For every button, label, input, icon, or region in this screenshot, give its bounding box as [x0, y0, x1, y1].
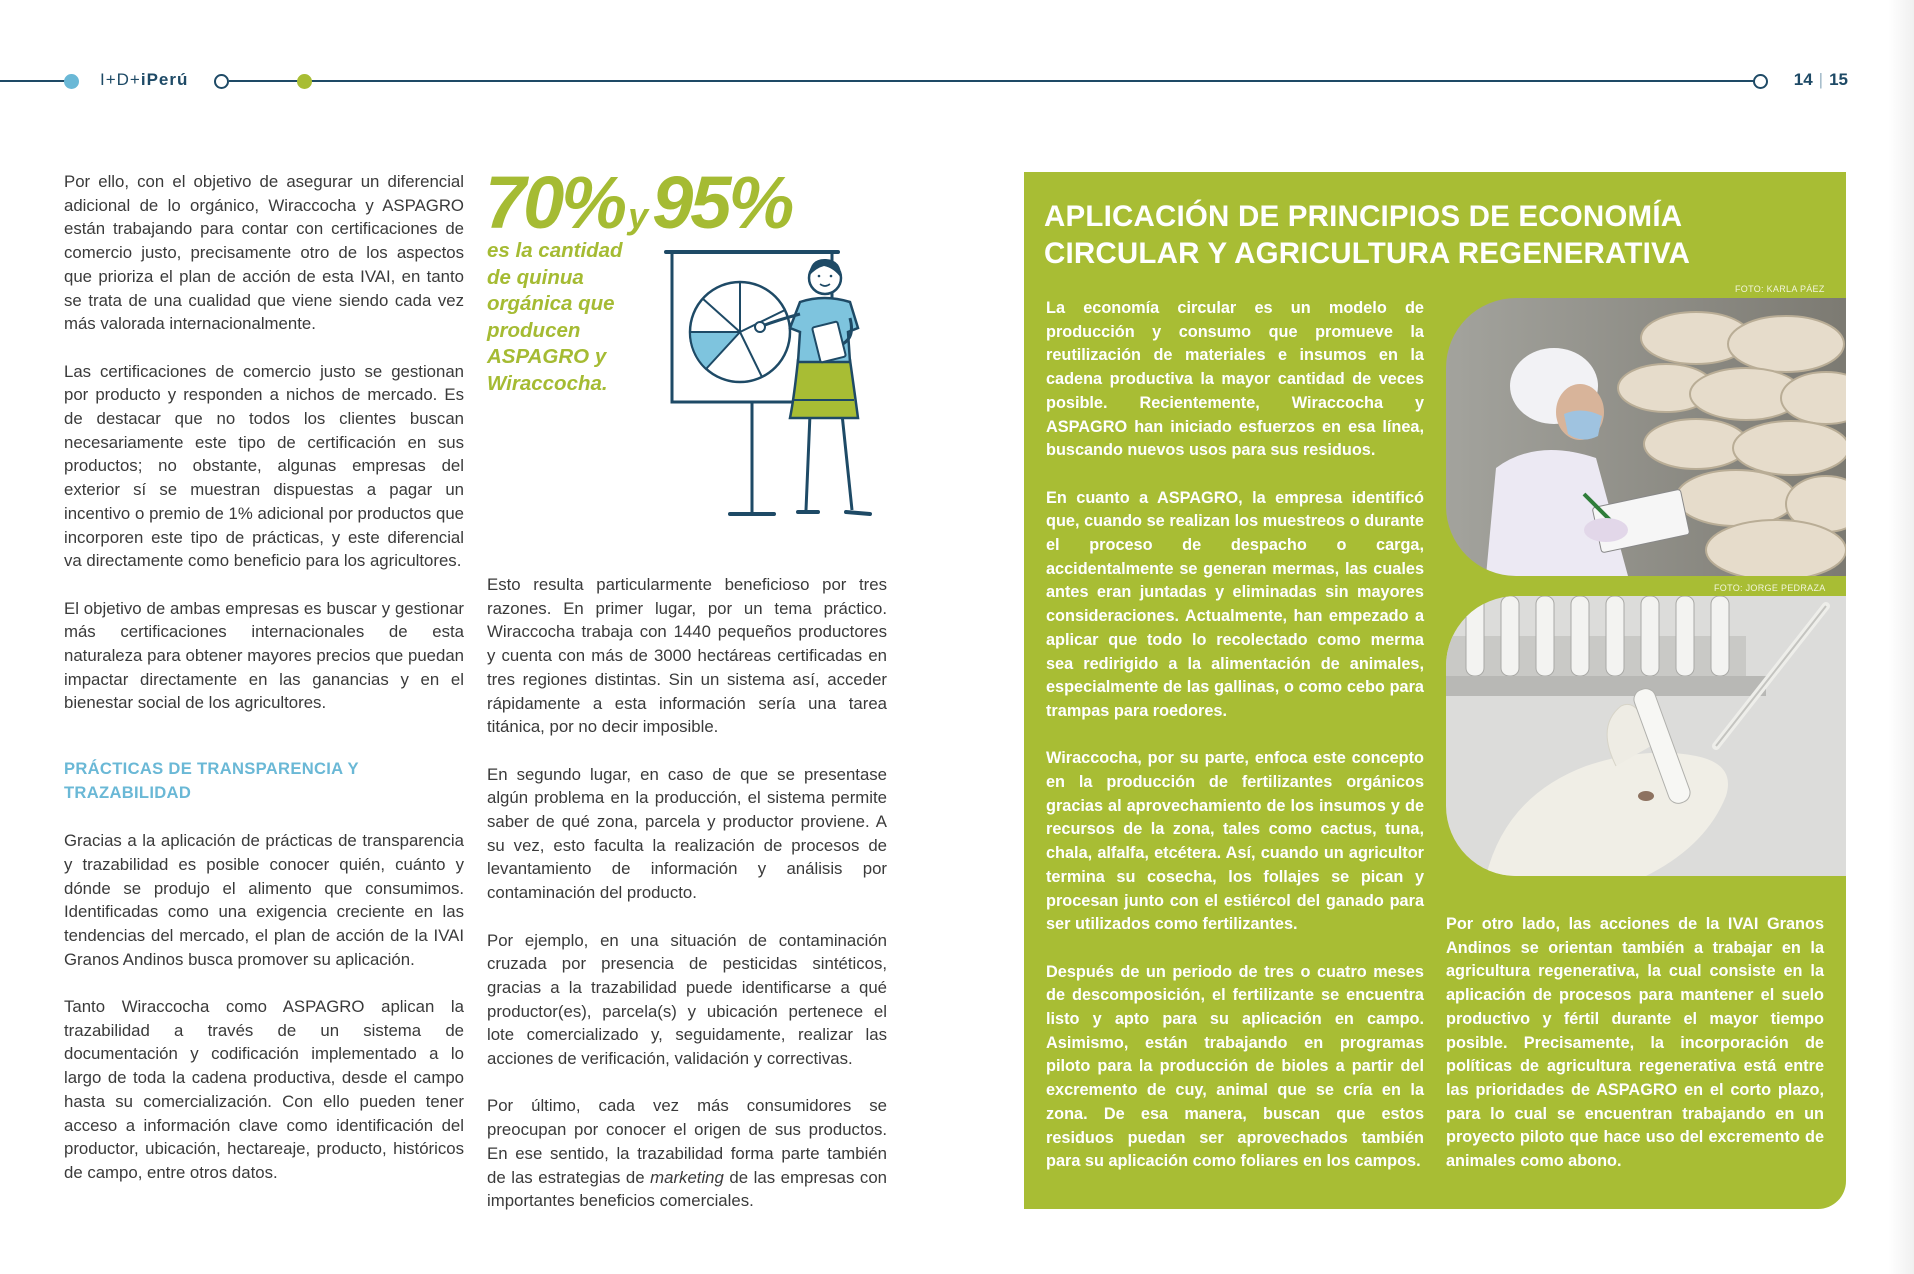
photo-lab-worker: [1446, 298, 1846, 576]
emphasis-marketing: marketing: [650, 1167, 724, 1187]
header-dot-green: [297, 74, 312, 89]
page-numbers: [1794, 70, 1848, 90]
panel-title: APLICACIÓN DE PRINCIPIOS DE ECONOMÍA CIRCULAR Y AGRICULTURA REGENERATIVA: [1044, 200, 1691, 270]
panel-text-column-right: [1446, 913, 1824, 1197]
brand-prefix: I+D+: [100, 70, 141, 89]
page-separator: |: [1818, 70, 1824, 89]
paragraph: Por ello, con el objetivo de asegurar un diferencial adicional de lo orgánico, Wiraccocha y ASPAGRO están trabajando para contar con certificaciones de comercio justo, precisamente otro de los aspectos que prioriza el plan de acción de esta IVAI, en tanto se trata de una cualidad que viene siendo cada vez más valorada internacionalmente.: [64, 172, 464, 334]
paragraph: En segundo lugar, en caso de que se presentase algún problema en la producción, el sistema permite saber de qué zona, parcela y productor proviene. A su vez, esto faculta la realización de procesos de levantamiento de información y análisis por contaminación del producto.: [487, 764, 887, 903]
photo-test-tube: [1446, 596, 1846, 876]
section-subheading: PRÁCTICAS DE TRANSPARENCIA Y TRAZABILIDAD: [64, 759, 359, 803]
paragraph: Las certificaciones de comercio justo se gestionan por producto y responden a nichos de mercado. Es de destacar que no todos los clientes buscan necesariamente este tipo de certificación en sus productos; no obstante, algunas empresas del exterior sí se muestran dispuestas a pagar un incentivo o premio de 1% adicional por productos que incorporen este tipo de prácticas, y este diferencial va directamente como beneficio para los agricultores.: [64, 361, 464, 571]
header-dot-blue: [64, 74, 79, 89]
stat-value-70: 70%: [485, 161, 625, 244]
page-number-left: 14: [1793, 70, 1813, 89]
paragraph: Por otro lado, las acciones de la IVAI Granos Andinos se orientan también a trabajar en la agricultura regenerativa, la cual consiste en la aplicación de procesos para mantener el suelo productivo y fértil durante el mayor tiempo posible. Precisamente, la incorporación de políticas de agricultura regenerativa está entre las prioridades de ASPAGRO en el corto plazo, para lo cual se encuentran trabajando en un proyecto piloto que hace uso del excremento de animales como abono.: [1446, 915, 1824, 1171]
paragraph: Gracias a la aplicación de prácticas de transparencia y trazabilidad es posible conocer quién, cuánto y dónde se produjo el alimento que consumimos. Identificadas como una exigencia creciente en las tendencias del mercado, el plan de acción de la IVAI Granos Andinos busca promover su aplicación.: [64, 831, 464, 969]
page-number-right: 15: [1829, 70, 1848, 89]
left-text-column: [64, 170, 464, 1208]
middle-text-column: [487, 573, 887, 1237]
header-rule-main: [229, 80, 1754, 82]
header-ring-left: [214, 74, 229, 89]
panel-text-column-left: [1046, 297, 1424, 1198]
photo-credit-2: FOTO: JORGE PEDRAZA: [1714, 583, 1826, 593]
publication-brand: [100, 70, 188, 90]
person-skirt: [790, 360, 858, 418]
photo-credit-1: FOTO: KARLA PÁEZ: [1735, 284, 1825, 294]
stat-value-95: 95%: [652, 161, 792, 244]
paragraph: El objetivo de ambas empresas es buscar y gestionar más certificaciones internacionales de esta naturaleza para obtener mayores precios que puedan impactar directamente en las ganancias y en el bienestar social de los agricultores.: [64, 598, 464, 713]
paragraph: La economía circular es un modelo de producción y consumo que promueve la reutilización de materiales e insumos en la cadena productiva la mayor cantidad de veces posible. Recientemente, Wiraccocha y ASPAGRO han iniciado esfuerzos en esa línea, buscando nuevos usos para sus residuos.: [1046, 299, 1424, 460]
paragraph: Wiraccocha, por su parte, enfoca este concepto en la producción de fertilizantes orgánicos gracias al aprovechamiento de los insumos y de recursos de la zona, tales como cactus, tuna, chala, alfalfa, etcétera. Así, cuando un agricultor termina su cosecha, los follajes se pican y procesan junto con el estiércol del ganado para ser utilizados como fertilizantes.: [1046, 749, 1424, 934]
page-fold-shadow: [1888, 0, 1914, 1274]
header-ring-right: [1753, 74, 1768, 89]
paragraph: Tanto Wiraccocha como ASPAGRO aplican la trazabilidad a través de un sistema de documentación y codificación implementado a lo largo de toda la cadena productiva, desde el campo hasta su comercialización. Con ello pueden tener acceso a información clave como identificación del productor, ubicación, hectareaje, producto, históricos de campo, entre otros datos.: [64, 997, 464, 1182]
paragraph: En cuanto a ASPAGRO, la empresa identificó que, cuando se realizan los muestreos o durante el proceso de despacho o carga, accidentalmente se generan mermas, las cuales antes eran juntadas y eliminadas sin mayores consideraciones. Actualmente, han empezado a aplicar que todo lo recolectado como merma sea redirigido a la alimentación de animales, especialmente de las gallinas, o como cebo para trampas para roedores.: [1046, 488, 1424, 720]
paragraph: Esto resulta particularmente beneficioso por tres razones. En primer lugar, por un tema práctico. Wiraccocha trabaja con 1440 pequeños productores y cuenta con más de 3000 hectáreas certificadas en tres regiones distintas. Sin un sistema así, acceder rápidamente a esta información sería una tarea titánica, por no decir imposible.: [487, 575, 887, 737]
paragraph-marketing: Por último, cada vez más consumidores se preocupan por conocer el origen de sus productos. En ese sentido, la trazabilidad forma parte también de las estrategias de marketing de las empresas con importantes beneficios comerciales.: [487, 1096, 887, 1211]
stat-connector: y: [628, 195, 649, 236]
brand-suffix: iPerú: [140, 70, 189, 89]
presenter-illustration: [660, 238, 920, 528]
stat-caption: es la cantidad de quinua orgánica que producen ASPAGRO y Wiraccocha.: [487, 239, 623, 395]
header-rule-left: [0, 80, 72, 82]
paragraph: Por ejemplo, en una situación de contaminación cruzada por presencia de pesticidas sintéticos, gracias a la trazabilidad puede identificarse a qué productor(es), parcela(s) y ubicación pertenece el lote comercializado y, seguidamente, realizar las acciones de verificación, validación y correctivas.: [487, 930, 887, 1069]
paragraph: Después de un periodo de tres o cuatro meses de descomposición, el fertilizante se encuentra listo y apto para su aplicación en campo. Asimismo, están trabajando en programas piloto para la producción de bioles a partir del excremento de cuy, animal que se cría en la zona. De esa manera, buscan que estos residuos puedan ser aprovechados también para su aplicación como foliares en los campos.: [1046, 962, 1424, 1171]
